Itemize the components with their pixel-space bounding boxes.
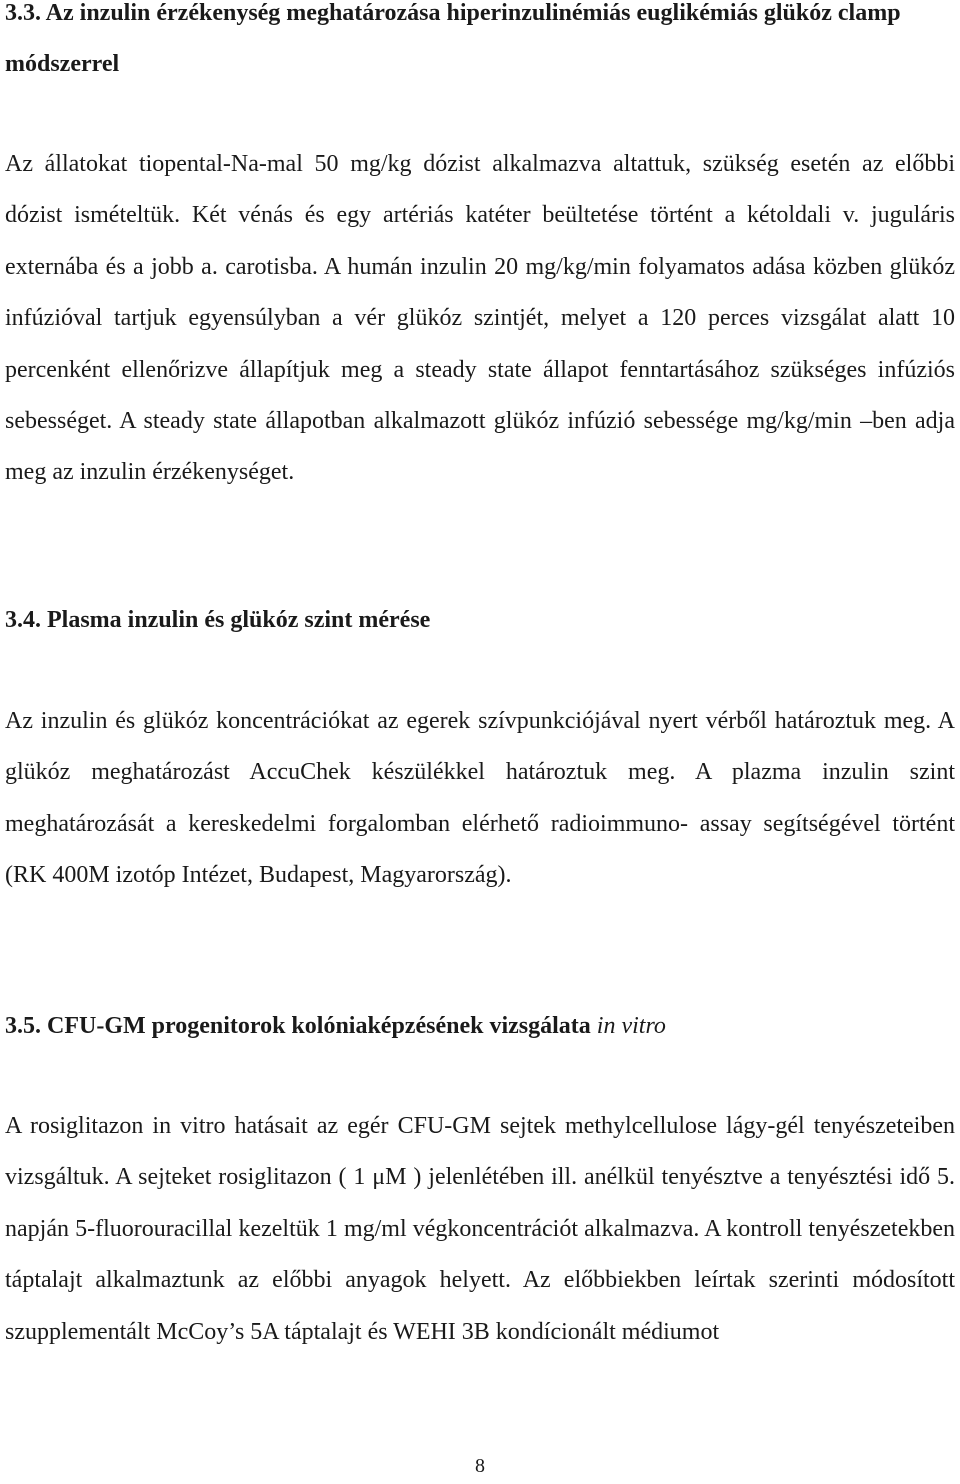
section-body-3-4: Az inzulin és glükóz koncentrációkat az egerek szívpunkciójával nyert vérből határoztuk meg. A glükóz meghatározást AccuChek készülékkel határoztuk meg. A plazma inzulin szint meghatározását a kereskedelmi forgalomban elérhető radioimmuno- assay segítségével történt (RK 400M izotóp Intézet, Budapest, Magyarország). — [5, 708, 955, 889]
section-heading-3-5-main: 3.5. CFU-GM progenitorok kolóniaképzésének vizsgálata — [5, 1013, 591, 1039]
section-heading-3-5 — [5, 1001, 955, 1052]
section-body-3-5: A rosiglitazon in vitro hatásait az egér CFU-GM sejtek methylcellulose lágy-gél tenyészeteiben vizsgáltuk. A sejteket rosiglitazon ( 1 μM ) jelenlétében ill. anélkül tenyésztve a tenyésztési idő 5. napján 5-fluorouracillal kezeltük 1 mg/ml végkoncentrációt alkalmazva. A kontroll tenyészetekben táptalajt alkalmaztunk az előbbi anyagok helyett. Az előbbiekben leírtak szerinti módosított szupplementált McCoy’s 5A táptalajt és WEHI 3B kondícionált médiumot — [5, 1113, 955, 1345]
page-number: 8 — [475, 1455, 485, 1477]
section-heading-3-3: 3.3. Az inzulin érzékenység meghatározása hiperinzulinémiás euglikémiás glükóz clamp módszerrel — [5, 0, 901, 77]
section-heading-3-4: 3.4. Plasma inzulin és glükóz szint mérése — [5, 607, 431, 633]
section-heading-3-5-italic: in vitro — [596, 1013, 666, 1039]
section-body-3-3: Az állatokat tiopental-Na-mal 50 mg/kg dózist alkalmazva altattuk, szükség esetén az előbbi dózist ismételtük. Két vénás és egy artériás katéter beültetése történt a kétoldali v. juguláris externába és a jobb a. carotisba. A humán inzulin 20 mg/kg/min folyamatos adása közben glükóz infúzióval tartjuk egyensúlyban a vér glükóz szintjét, melyet a 120 perces vizsgálat alatt 10 percenként ellenőrizve állapítjuk meg a steady state állapot fenntartásához szükséges infúziós sebességet. A steady state állapotban alkalmazott glükóz infúzió sebessége mg/kg/min –ben adja meg az inzulin érzékenységet. — [5, 151, 955, 486]
